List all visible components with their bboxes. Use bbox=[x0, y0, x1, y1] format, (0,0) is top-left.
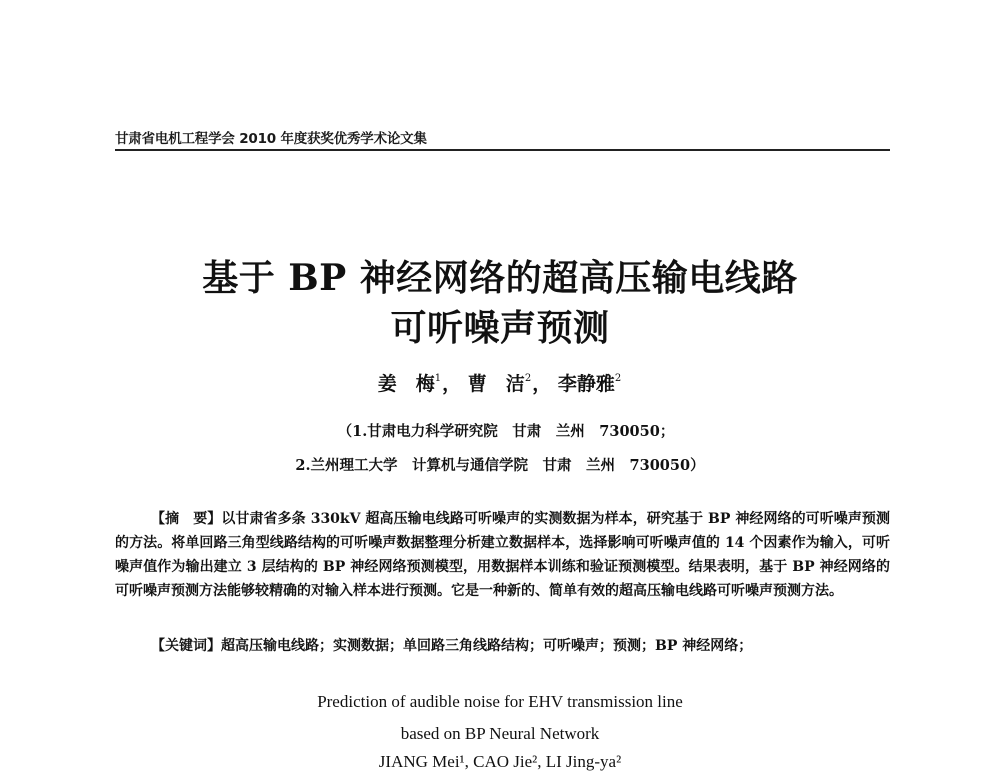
author-list bbox=[0, 369, 1000, 396]
running-header: 甘肃省电机工程学会 2010 年度获奖优秀学术论文集 bbox=[115, 131, 427, 147]
author-name: 李静雅 bbox=[557, 373, 615, 395]
header-rule bbox=[115, 149, 890, 151]
english-author-list: JIANG Mei¹, CAO Jie², LI Jing-ya² bbox=[378, 752, 622, 771]
author-name: 姜 梅 bbox=[377, 373, 435, 395]
keywords-text: 超高压输电线路；实测数据；单回路三角线路结构；可听噪声；预测；BP 神经网络； bbox=[221, 638, 753, 654]
abstract-text: 以甘肃省多条 330kV 超高压输电线路可听噪声的实测数据为样本，研究基于 BP 神经网络的可听噪声预测的方法。将单回路三角型线路结构的可听噪声数据整理分析建立数据样本，选择影响可听噪声值的 14 个因素作为输入，可听噪声值作为输出建立 3 层结构的 BP 神经网络预测模型，用数据样本训练和验证预测模型。结果表明，基于 BP 神经网络的可听噪声预测方法能够较精确的对输入样本进行预测。它是一种新的、简单有效的超高压输电线路可听噪声预测方法。 bbox=[115, 511, 891, 599]
affiliation-line-1: （1.甘肃电力科学研究院 甘肃 兰州 730050； bbox=[337, 423, 675, 440]
keywords-label: 【关键词】 bbox=[151, 638, 221, 654]
author-separator: ， bbox=[532, 373, 552, 395]
author-separator: ， bbox=[442, 373, 462, 395]
paper-title-line-1: 基于 BP 神经网络的超高压输电线路 bbox=[202, 257, 798, 299]
abstract bbox=[115, 507, 890, 603]
english-title-line-1: Prediction of audible noise for EHV transmission line bbox=[317, 692, 683, 711]
affiliation-line-2: 2.兰州理工大学 计算机与通信学院 甘肃 兰州 730050） bbox=[295, 457, 705, 474]
author-affiliation-mark: 2 bbox=[524, 373, 532, 384]
author-affiliation-mark: 2 bbox=[614, 373, 622, 384]
english-title-line-2: based on BP Neural Network bbox=[400, 724, 600, 743]
author-affiliation-mark: 1 bbox=[434, 373, 442, 384]
keywords bbox=[151, 634, 891, 658]
paper-title-line-2: 可听噪声预测 bbox=[390, 307, 610, 349]
abstract-label: 【摘 要】 bbox=[151, 511, 222, 527]
author-name: 曹 洁 bbox=[467, 373, 525, 395]
